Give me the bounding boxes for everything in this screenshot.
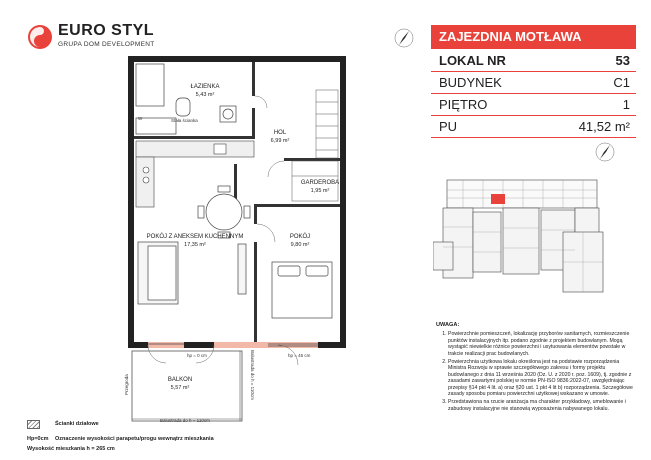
brand-name: EURO STYL [58,22,155,39]
notes-title: UWAGA: [436,322,460,328]
info-value: 41,52 m² [578,119,630,134]
info-label: PIĘTRO [439,97,488,112]
room-area-hol: 6,99 m² [270,138,290,144]
room-area-garderoba: 1,95 m² [310,188,330,194]
room-name-balkon: BALKON [167,377,193,383]
room-area-lazienka: 5,43 m² [195,92,215,98]
info-label: PU [439,119,458,134]
info-label: LOKAL NR [439,53,506,68]
project-name: ZAJEZDNIA MOTŁAWA [431,25,636,49]
compass-north-icon [393,27,415,49]
room-area-balkon: 5,57 m² [170,385,190,391]
room-name-garderoba: GARDEROBA [300,180,340,186]
legend-hp: Hp=0cm [27,436,49,442]
partition-legend-swatch [27,420,40,429]
hp-mark-window: hp = 45 cm [288,353,311,358]
barrier-note-bottom: Balustrada do h = 110cm [160,418,210,423]
barrier-note-side: Balustrada do h = 110cm [250,350,255,400]
room-name-lazienka: ŁAZIENKA [190,84,220,90]
room-name-pokoj-kuchnia: POKÓJ Z ANEKSEM KUCHENNYM [146,234,244,240]
legend-partition: Ścianki działowe [55,421,99,427]
room-name-pokoj: POKÓJ [289,234,311,240]
key-plan-unit-highlight [491,194,505,204]
legend-height: Wysokość mieszkania h = 265 cm [27,446,115,452]
hp-mark-balcony-door: hp = 0 cm [187,353,207,358]
note-item: 1. Powierzchnie pomieszczeń, lokalizację przyborów sanitarnych, rozmieszczenie punktów instalacyjnych itp. podano zgodnie z projektem budowlanym. Mogą wystąpić niewielkie różnice powierzchni i usytuowania elementów powstałe w trakcie realizacji prac budowlanych. [448,331,636,357]
compass-north-small-icon [594,141,616,163]
room-area-pokoj: 9,80 m² [290,242,310,248]
legend-hp-desc: Oznaczenie wysokości parapetu/progu wewnątrz mieszkania [55,436,214,442]
partition-note-side: Przegroda [124,374,129,395]
info-value: 1 [622,97,630,112]
room-name-hol: HOL [273,130,287,136]
notes-block [436,322,636,414]
building-key-plan [433,172,638,304]
fixed-wall-mark: Stała ścianka [171,118,198,123]
info-value: 53 [615,53,630,68]
info-row-lokal [431,50,636,72]
info-row-pietro [431,94,636,116]
euro-styl-logo-icon [27,24,53,50]
note-item: 2. Powierzchnia użytkowa lokalu określona jest na podstawie rozporządzenia Ministra Rozwoju w sprawie szczegółowego zakresu i formy projektu budowlanego z dnia 11 września 2020 (Dz. U. z 2020 r. poz. 1609), tj. zgodnie z zasadami zawartymi polskiej w normie PN-ISO 9836:2022-07, uwzględniając przepisy §14 pkt 4 lit. a) oraz §20 ust. 1 pkt 4 lit b) rozporządzenia. Szczegółowe zasady sposobu pomiaru powierzchni użytkowej wskazano w umowie. [448,359,636,397]
room-area-pokoj-kuchnia: 17,35 m² [184,242,206,248]
brand-tagline: GRUPA DOM DEVELOPMENT [58,41,155,48]
note-item: 3. Przedstawiona na rzucie aranżacja ma charakter przykładowy, umeblowanie i zabudowy instalacyjne nie stanowią wyposażenia nabywanego lokalu. [448,399,636,412]
info-label: BUDYNEK [439,75,502,90]
washer-mark: W [138,116,143,121]
info-row-pu [431,116,636,138]
info-value: C1 [613,75,630,90]
info-row-budynek [431,72,636,94]
